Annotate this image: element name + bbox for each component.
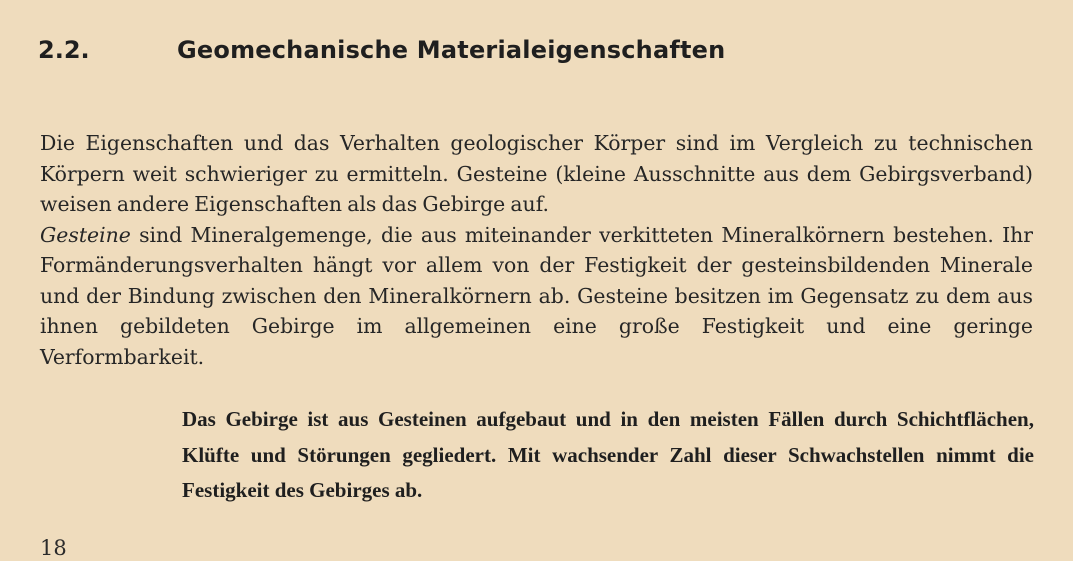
page-number: 18 (40, 536, 67, 560)
paragraph-gesteine-text: sind Mineralgemenge, die aus miteinander verkitteten Mineralkörnern bestehen. Ihr Formänderungsverhalten hängt vor allem von der Festigkeit der gesteinsbildenden Minerale und der Bindung zwischen den Mineralkörnern ab. Gesteine besitzen im Gegensatz zu dem aus ihnen gebildeten Gebirge im allgemeinen eine große Festigkeit und eine geringe Verformbarkeit. (40, 222, 1033, 369)
term-gesteine: Gesteine (40, 222, 131, 247)
section-title: Geomechanische Materialeigenschaften (177, 36, 726, 64)
paragraph-intro: Die Eigenschaften und das Verhalten geologischer Körper sind im Vergleich zu technischen Körpern weit schwieriger zu ermitteln. Gesteine (kleine Ausschnitte aus dem Gebirgsverband) weisen andere Eigenschaften als das Gebirge auf. (40, 131, 1033, 216)
body-text (40, 128, 1033, 372)
paragraph-gesteine (40, 220, 1033, 373)
key-statement: Das Gebirge ist aus Gesteinen aufgebaut und in den meisten Fällen durch Schichtflächen, Klüfte und Störungen gegliedert. Mit wachsender Zahl dieser Schwachstellen nimmt die Festigkeit des Gebirges ab. (182, 407, 1034, 502)
section-heading (38, 30, 998, 74)
section-number: 2.2. (38, 36, 90, 64)
